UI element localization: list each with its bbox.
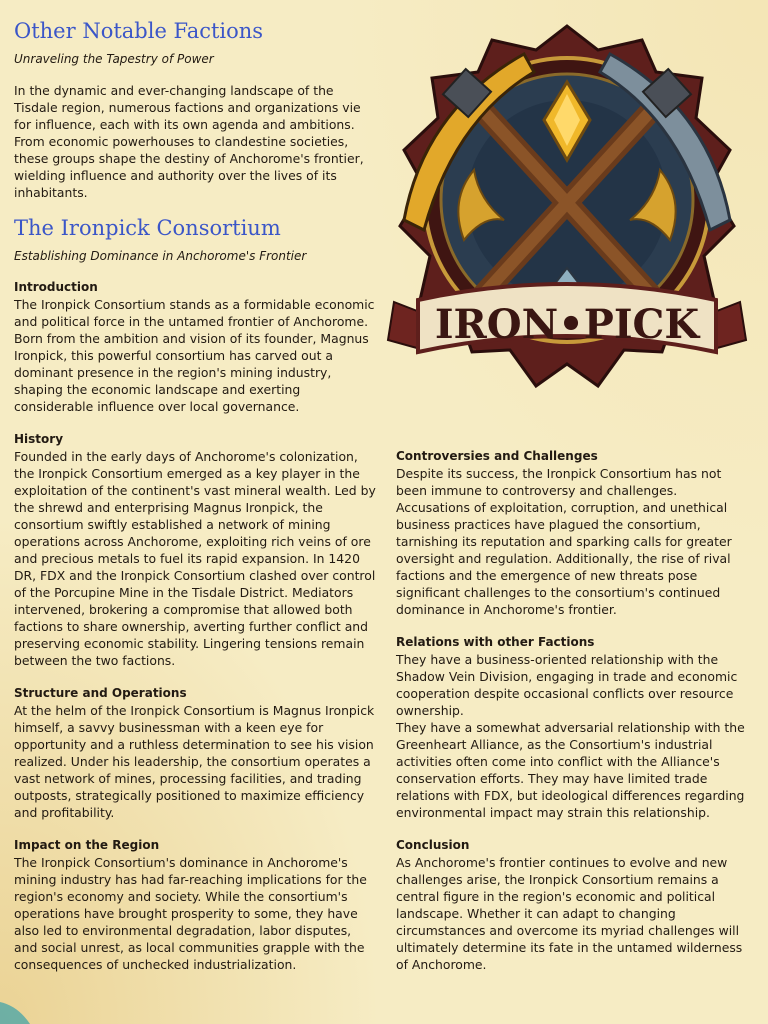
section-text: The Ironpick Consortium stands as a formidable economic and political force in the untamed frontier of Anchorome. Born from the ambition and vision of its founder, Magnus Ironpick, this powerful consortium has carved out a dominant presence in the region's mining industry, shaping the economic landscape and exerting considerable influence over local governance. <box>14 297 375 414</box>
section-heading: Impact on the Region <box>14 838 160 852</box>
section-heading: Introduction <box>14 280 98 294</box>
section-structure <box>14 685 376 821</box>
ironpick-emblem <box>384 20 750 404</box>
section-history <box>14 431 376 669</box>
faction-title: The Ironpick Consortium <box>14 216 281 240</box>
section-relations <box>396 634 746 821</box>
section-text: Founded in the early days of Anchorome's colonization, the Ironpick Consortium emerged as a key player in the exploitation of the continent's vast mineral wealth. Led by the shrewd and enterprising Magnus Ironpick, the consortium swiftly established a network of mining operations across Anchorome, exploiting rich veins of ore and precious metals to fuel its rapid expansion. In 1420 DR, FDX and the Ironpick Consortium clashed over control of the Porcupine Mine in the Tisdale District. Mediators intervened, brokering a compromise that allowed both factions to share ownership, averting further conflict and preserving economic stability. Lingering tensions remain between the two factions. <box>14 449 376 668</box>
section-text: They have a business-oriented relationship with the Shadow Vein Division, engaging in trade and economic cooperation despite occasional conflicts over resource ownership. <box>396 652 738 718</box>
banner-text: IRON•PICK <box>434 301 700 348</box>
page-title: Other Notable Factions <box>14 19 264 43</box>
section-heading: Relations with other Factions <box>396 635 595 649</box>
section-heading: Structure and Operations <box>14 686 187 700</box>
section-impact <box>14 837 376 973</box>
section-text: They have a somewhat adversarial relationship with the Greenheart Alliance, as the Consortium's industrial activities often come into conflict with the Alliance's conservation efforts. They may have limited trade relations with FDX, but ideological differences regarding environmental impact may strain this relationship. <box>396 720 745 820</box>
section-text: Despite its success, the Ironpick Consortium has not been immune to controversy and challenges. Accusations of exploitation, corruption, and unethical business practices have plagued the consortium, tarnishing its reputation and sparking calls for greater oversight and regulation. Additionally, the rise of rival factions and the emergence of new threats pose significant challenges to the consortium's continued dominance in Anchorome's frontier. <box>396 466 732 617</box>
faction-subtitle: Establishing Dominance in Anchorome's Frontier <box>14 249 307 263</box>
section-text: As Anchorome's frontier continues to evolve and new challenges arise, the Ironpick Consortium remains a central figure in the region's economic and political landscape. Whether it can adapt to changing circumstances and overcome its myriad challenges will ultimately determine its fate in the untamed wilderness of Anchorome. <box>396 855 743 972</box>
section-text: The Ironpick Consortium's dominance in Anchorome's mining industry has had far-reaching implications for the region's economy and society. While the consortium's operations have brought prosperity to some, they have also led to environmental degradation, labor disputes, and social unrest, as local communities grapple with the consequences of unchecked industrialization. <box>14 855 367 972</box>
section-heading: History <box>14 432 64 446</box>
section-controversies <box>396 448 746 618</box>
section-text: At the helm of the Ironpick Consortium is Magnus Ironpick himself, a savvy businessman with a keen eye for opportunity and a ruthless determination to see his vision realized. Under his leadership, the consortium operates a vast network of mines, processing facilities, and trading outposts, strategically positioned to maximize efficiency and profitability. <box>14 703 375 820</box>
section-heading: Conclusion <box>396 838 470 852</box>
section-conclusion <box>396 837 746 973</box>
left-column <box>14 18 376 989</box>
right-column <box>396 448 746 989</box>
page-subtitle: Unraveling the Tapestry of Power <box>14 52 214 66</box>
section-introduction <box>14 279 376 415</box>
corner-ornament <box>0 996 40 1024</box>
intro-paragraph: In the dynamic and ever-changing landscape of the Tisdale region, numerous factions and organizations vie for influence, each with its own agenda and ambitions. From economic powerhouses to clandestine societies, these groups shape the destiny of Anchorome's frontier, wielding influence and authority over the lives of its inhabitants. <box>14 83 364 200</box>
section-heading: Controversies and Challenges <box>396 449 598 463</box>
